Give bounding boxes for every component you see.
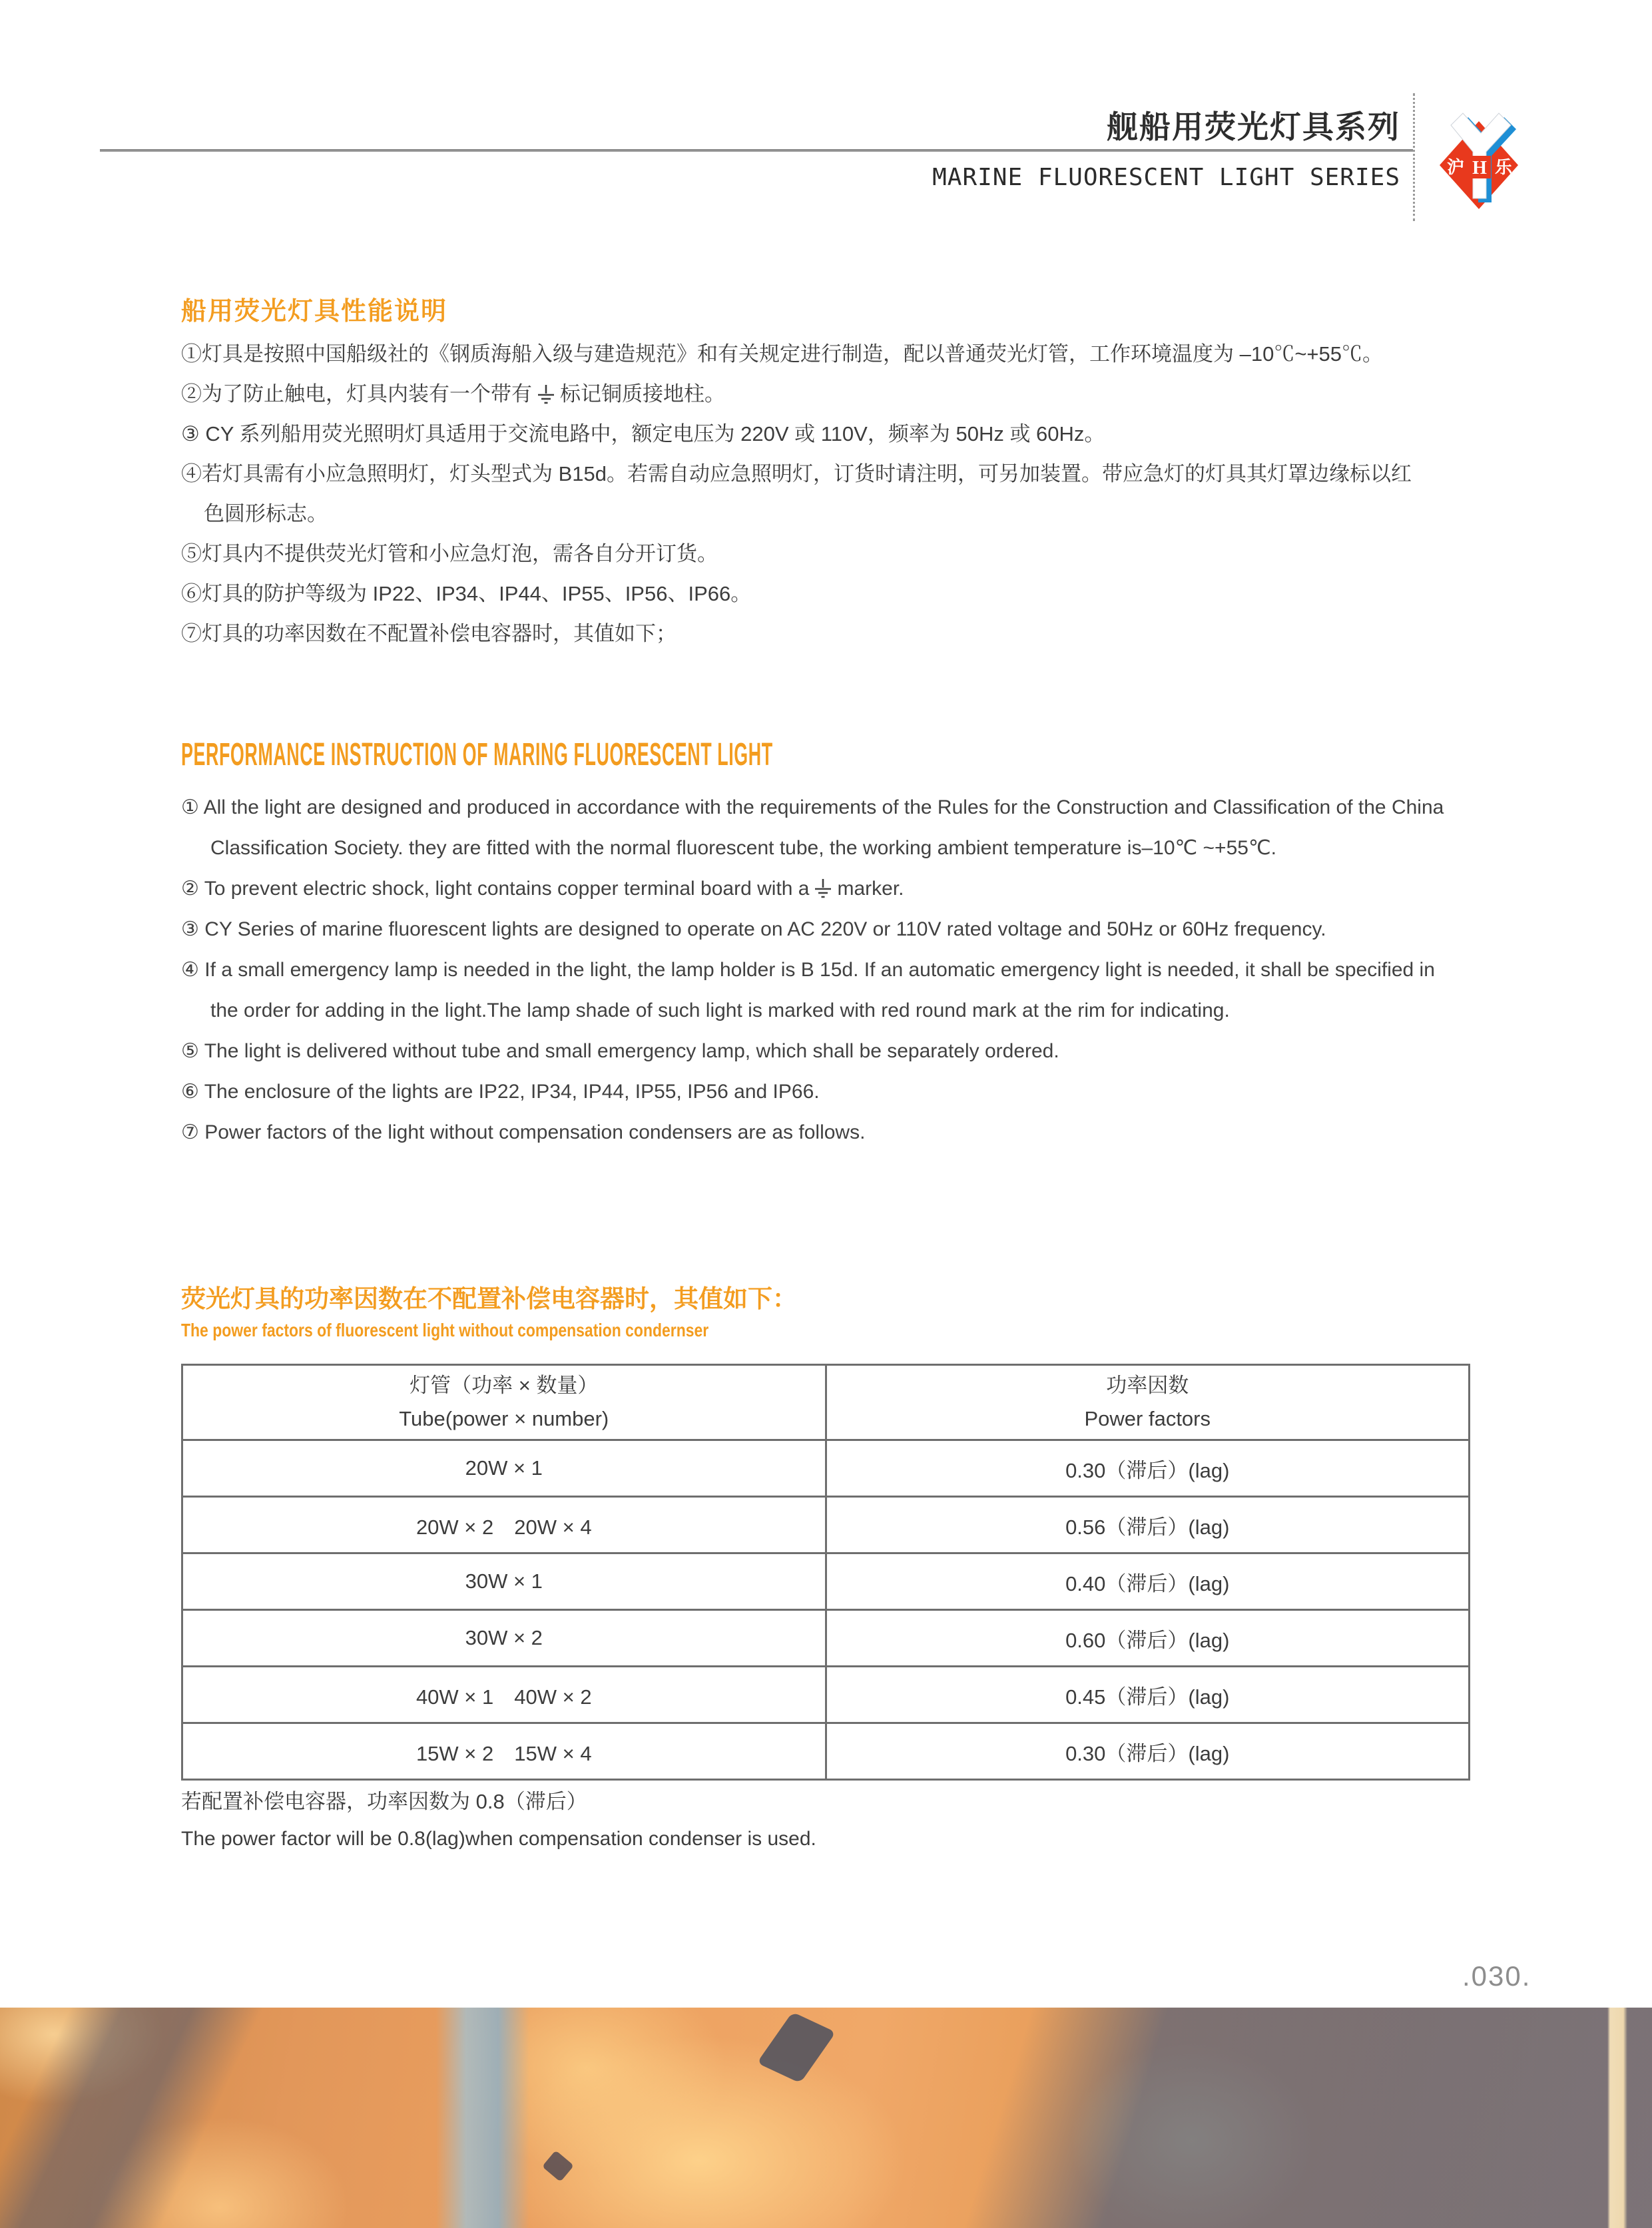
note-english: The power factor will be 0.8(lag)when compensation condenser is used. bbox=[181, 1828, 816, 1850]
performance-list-chinese bbox=[181, 334, 1413, 654]
table-row bbox=[182, 1610, 1470, 1667]
column-header-pf-cn: 功率因数 bbox=[1106, 1374, 1189, 1397]
list-item: ⑤灯具内不提供荧光灯管和小应急灯泡，需各自分开订货。 bbox=[181, 542, 718, 565]
column-header-pf-en: Power factors bbox=[1084, 1407, 1211, 1430]
logo-graphic bbox=[1429, 99, 1529, 210]
table-row bbox=[182, 1553, 1470, 1610]
logo-char-center: H bbox=[1472, 158, 1487, 178]
table-row bbox=[182, 1667, 1470, 1723]
tube-cell: 30W × 1 bbox=[182, 1553, 826, 1610]
page-number: .030. bbox=[1462, 1960, 1531, 1992]
table-row bbox=[182, 1440, 1470, 1497]
column-header-tube bbox=[182, 1365, 826, 1440]
column-header-tube-en: Tube(power × number) bbox=[399, 1407, 609, 1430]
list-item-text: 标记铜质接地柱。 bbox=[560, 382, 725, 406]
list-item: ⑥ The enclosure of the lights are IP22, IP34, IP44, IP55, IP56 and IP66. bbox=[181, 1081, 820, 1103]
note-chinese: 若配置补偿电容器，功率因数为 0.8（滞后） bbox=[181, 1790, 587, 1813]
table-notes bbox=[181, 1783, 816, 1858]
list-item bbox=[181, 374, 1413, 414]
performance-list-english bbox=[181, 787, 1460, 1153]
power-factor-table bbox=[181, 1364, 1470, 1781]
list-item: ③ CY 系列船用荧光照明灯具适用于交流电路中，额定电压为 220V 或 110V，频率为 50Hz 或 60Hz。 bbox=[181, 422, 1105, 445]
list-item-text: ②为了防止触电，灯具内装有一个带有 bbox=[181, 382, 532, 406]
logo-char-right: 乐 bbox=[1494, 157, 1513, 177]
list-item-text: marker. bbox=[837, 878, 904, 900]
list-item: ⑥灯具的防护等级为 IP22、IP34、IP44、IP55、IP56、IP66。 bbox=[181, 582, 752, 605]
pf-cell: 0.30（滞后）(lag) bbox=[826, 1440, 1470, 1497]
column-header-pf bbox=[826, 1365, 1470, 1440]
tube-cell: 15W × 2 15W × 4 bbox=[182, 1723, 826, 1780]
table-header-row bbox=[182, 1365, 1470, 1440]
table-heading-english: The power factors of fluorescent light without compensation condernser bbox=[181, 1320, 709, 1340]
list-item: ① All the light are designed and produced in accordance with the requirements of the Rules for the Construction and Classification of the China Classification Society. they are fitted with the normal fluorescent tube, the working ambient temperature is–10℃ ~+55℃. bbox=[181, 796, 1444, 859]
pf-cell: 0.45（滞后）(lag) bbox=[826, 1667, 1470, 1723]
list-item: ⑤ The light is delivered without tube and small emergency lamp, which shall be separately ordered. bbox=[181, 1040, 1059, 1062]
footer-photo bbox=[0, 2008, 1652, 2228]
list-item: ⑦灯具的功率因数在不配置补偿电容器时，其值如下； bbox=[181, 622, 677, 645]
column-header-tube-cn: 灯管（功率 × 数量） bbox=[410, 1374, 599, 1397]
list-item: ④若灯具需有小应急照明灯，灯头型式为 B15d。若需自动应急照明灯，订货时请注明，可另加装置。带应急灯的灯具其灯罩边缘标以红色圆形标志。 bbox=[181, 462, 1412, 525]
section-heading-chinese: 船用荧光灯具性能说明 bbox=[181, 298, 448, 326]
pf-cell: 0.40（滞后）(lag) bbox=[826, 1553, 1470, 1610]
photo-dark-shape bbox=[757, 2012, 836, 2084]
logo-char-left: 沪 bbox=[1446, 157, 1465, 177]
header-divider-line bbox=[100, 149, 1413, 152]
section-heading-english: PERFORMANCE INSTRUCTION OF MARING FLUORESCENT LIGHT bbox=[181, 737, 773, 772]
list-item: ⑦ Power factors of the light without compensation condensers are as follows. bbox=[181, 1121, 866, 1143]
photo-dark-shape bbox=[542, 2150, 574, 2182]
company-logo bbox=[1429, 99, 1529, 210]
table-row bbox=[182, 1723, 1470, 1780]
list-item: ④ If a small emergency lamp is needed in the light, the lamp holder is B 15d. If an automatic emergency light is needed, it shall be specified in the order for adding in the light.The lamp shade of such light is marked with red round mark at the rim for indicating. bbox=[181, 959, 1435, 1021]
pf-cell: 0.56（滞后）(lag) bbox=[826, 1497, 1470, 1553]
list-item: ①灯具是按照中国船级社的《钢质海船入级与建造规范》和有关规定进行制造，配以普通荧光灯管，工作环境温度为 –10℃~+55℃。 bbox=[181, 342, 1384, 366]
list-item-text: ② To prevent electric shock, light contains copper terminal board with a bbox=[181, 878, 810, 900]
pf-cell: 0.30（滞后）(lag) bbox=[826, 1723, 1470, 1780]
page-title-english: MARINE FLUORESCENT LIGHT SERIES bbox=[932, 164, 1400, 191]
list-item bbox=[181, 868, 1460, 909]
tube-cell: 30W × 2 bbox=[182, 1610, 826, 1667]
earth-ground-icon bbox=[814, 878, 832, 899]
header-dotted-separator bbox=[1413, 93, 1415, 221]
earth-ground-icon bbox=[537, 384, 555, 405]
tube-cell: 20W × 1 bbox=[182, 1440, 826, 1497]
tube-cell: 40W × 1 40W × 2 bbox=[182, 1667, 826, 1723]
pf-cell: 0.60（滞后）(lag) bbox=[826, 1610, 1470, 1667]
table-row bbox=[182, 1497, 1470, 1553]
table-heading-chinese: 荧光灯具的功率因数在不配置补偿电容器时，其值如下： bbox=[181, 1285, 797, 1312]
tube-cell: 20W × 2 20W × 4 bbox=[182, 1497, 826, 1553]
page-title-chinese: 舰船用荧光灯具系列 bbox=[1107, 109, 1400, 144]
list-item: ③ CY Series of marine fluorescent lights are designed to operate on AC 220V or 110V rated voltage and 50Hz or 60Hz frequency. bbox=[181, 918, 1326, 940]
